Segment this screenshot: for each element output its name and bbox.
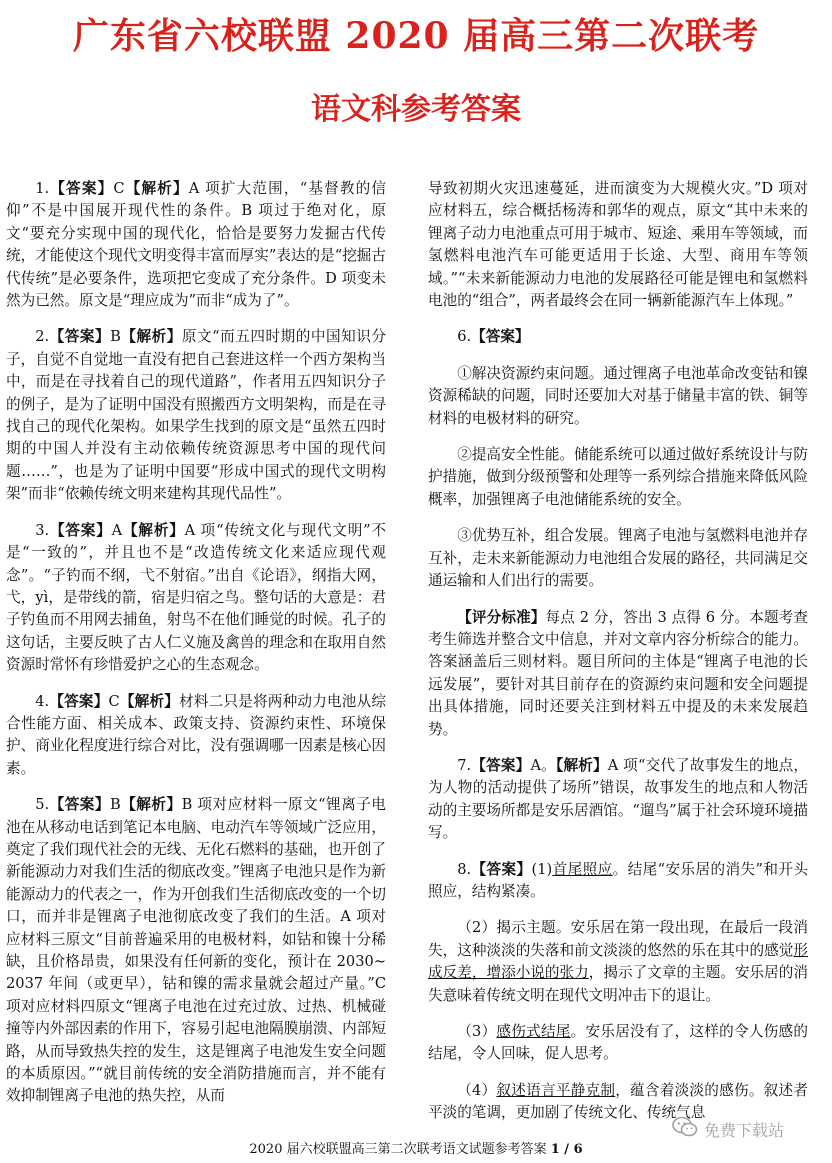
answer-item-1: 1.【答案】C【解析】A 项扩大范围，“基督教的信仰”不是中国展开现代性的条件。B 项过于绝对化，原文“要充分实现中国的现代化，恰恰是要努力发掘古代传统，才能使这个现代文明变得丰富而厚实”表达的是“挖掘古代传统”是必要条件，选项把它变成了充分条件。D 项变未然为已然。原文是“理应成为”而非“成为了”。 — [6, 180, 386, 310]
answer-6-point-3: ③优势互补，组合发展。锂离子电池与氢燃料电池并存互补，走未来新能源动力电池组合发展的路径，共同满足交通运输和人们出行的需要。 — [428, 527, 808, 590]
answer-item-5-continued: 导致初期火灾迅速蔓延，进而演变为大规模火灾。”D 项对应材料五，综合概括杨涛和郭华的观点，原文“其中未来的锂离子动力电池重点可用于城市、短途、乘用车等领域，而氢燃料电池汽车可能更适用于长途、大型、商用车等领域。”“未来新能源动力电池的发展路径可能是锂电和氢燃料电池的“组合”，两者最终会在同一辆新能源汽车上体现。” — [428, 180, 808, 310]
right-column — [428, 178, 808, 1139]
watermark-text: 免费下载站 — [704, 1120, 785, 1140]
answer-item-7: 7.【答案】A。【解析】A 项“交代了故事发生的地点，为人物的活动提供了场所”错误，故事发生的地点和人物活动的主要场所都是安乐居酒馆。“遛鸟”属于社会环境环境描写。 — [428, 756, 808, 842]
answer-8-part-2: （2）揭示主题。安乐居在第一段出现，在最后一段消失，这种淡淡的失落和前文淡淡的悠然的乐在其中的感觉形成反差，增添小说的张力，揭示了文章的主题。安乐居的消失意味着传统文明在现代文明冲击下的退让。 — [428, 919, 808, 1004]
page-footer: 2020 届六校联盟高三第二次联考语文试题参考答案 1 / 6 — [249, 1142, 583, 1157]
left-column — [6, 178, 386, 1122]
answer-8-part-1: 8.【答案】(1)首尾照应。结尾“安乐居的消失”和开头照应，结构紧凑。 — [428, 860, 808, 900]
answer-item-6-heading: 6.【答案】 — [457, 328, 530, 346]
document-subtitle: 语文科参考答案 — [311, 92, 521, 127]
answer-item-4: 4.【答案】C【解析】材料二只是将两种动力电池从综合性能方面、相关成本、政策支持、资源约束性、环境保护、商业化程度进行综合对比，没有强调哪一因素是核心因素。 — [6, 692, 386, 777]
page-number: 1 / 6 — [550, 1142, 583, 1157]
answer-8-part-3: （3）感伤式结尾。安乐居没有了，这样的令人伤感的结尾，令人回味，促人思考。 — [428, 1023, 808, 1063]
answer-8-part-4: （4）叙述语言平静克制，蕴含着淡淡的感伤。叙述者平淡的笔调，更加剧了传统文化、传统气息 — [428, 1081, 808, 1122]
answer-6-point-2: ②提高安全性能。储能系统可以通过做好系统设计与防护措施，做到分级预警和处理等一系列综合措施来降低风险概率，加强锂离子电池储能系统的安全。 — [428, 446, 808, 508]
answer-item-2: 2.【答案】B【解析】原文“而五四时期的中国知识分子，自觉不自觉地一直没有把自己套进这样一个西方架构当中，而是在寻找着自己的现代道路”，作者用五四知识分子的例子，是为了证明中国没有照搬西方文明架构，而是在寻找自己的现代化架构。如果学生找到的原文是“虽然五四时期的中国人并没有主动依赖传统资源思考中国的现代问题……”，也是为了证明中国要“形成中国式的现代文明构架”而非“依赖传统文明来建构其现代品性”。 — [6, 328, 386, 503]
answer-item-5: 5.【答案】B【解析】B 项对应材料一原文“锂离子电池在从移动电话到笔记本电脑、电动汽车等领域广泛应用，奠定了我们现代社会的无线、无化石燃料的基础，也开创了新能源动力对我们生活的彻底改变。”锂离子电池只是作为新能源动力的代表之一，作为开创我们生活彻底改变的一个切口，而并非是锂离子电池彻底改变了我们的生活。A 项对应材料三原文“目前普遍采用的电极材料，如钴和镍十分稀缺，且价格昂贵，如果没有任何新的变化，预计在 2030~2037 年间（或更早），钴和镍的需求量就会超过产量。”C 项对应材料四原文“锂离子电池在过充过放、过热、机械碰撞等内外部因素的作用下，容易引起电池隔膜崩溃、内部短路，从而导致热失控的发生，这是锂离子电池发生安全问题的本质原因。”“就目前传统的安全消防措施而言，并不能有效抑制锂离子电池的热失控，从而 — [6, 796, 386, 1105]
watermark — [672, 1114, 822, 1144]
answer-6-point-1: ①解决资源约束问题。通过锂离子电池革命改变钴和镍资源稀缺的问题，同时还要加大对基于储量丰富的铁、铜等材料的电极材料的研究。 — [428, 364, 808, 427]
answer-6-scoring: 【评分标准】每点 2 分，答出 3 点得 6 分。本题考查考生筛选并整合文中信息，并对文章内容分析综合的能力。答案涵盖后三则材料。题目所问的主体是“锂离子电池的长远发展”，要针对其目前存在的资源约束问题和安全问题提出具体措施，同时还要关注到材料五中提及的未来发展趋势。 — [428, 608, 808, 738]
wechat-icon — [672, 1116, 698, 1142]
answer-item-3: 3.【答案】A【解析】A 项“传统文化与现代文明”不是“一致的”，并且也不是“改造传统文化来适应现代观念”。“子钓而不纲，弋不射宿。”出自《论语》，纲指大网，弋，yì，是带线的箭，宿是归宿之鸟。整句话的大意是：君子钓鱼而不用网去捕鱼，射鸟不在他们睡觉的时候。孔子的这句话，主要反映了古人仁义施及禽兽的理念和在取用自然资源时常怀有珍惜爱护之心的生态观念。 — [6, 521, 386, 674]
document-title: 广东省六校联盟 2020 届高三第二次联考 — [72, 15, 760, 57]
